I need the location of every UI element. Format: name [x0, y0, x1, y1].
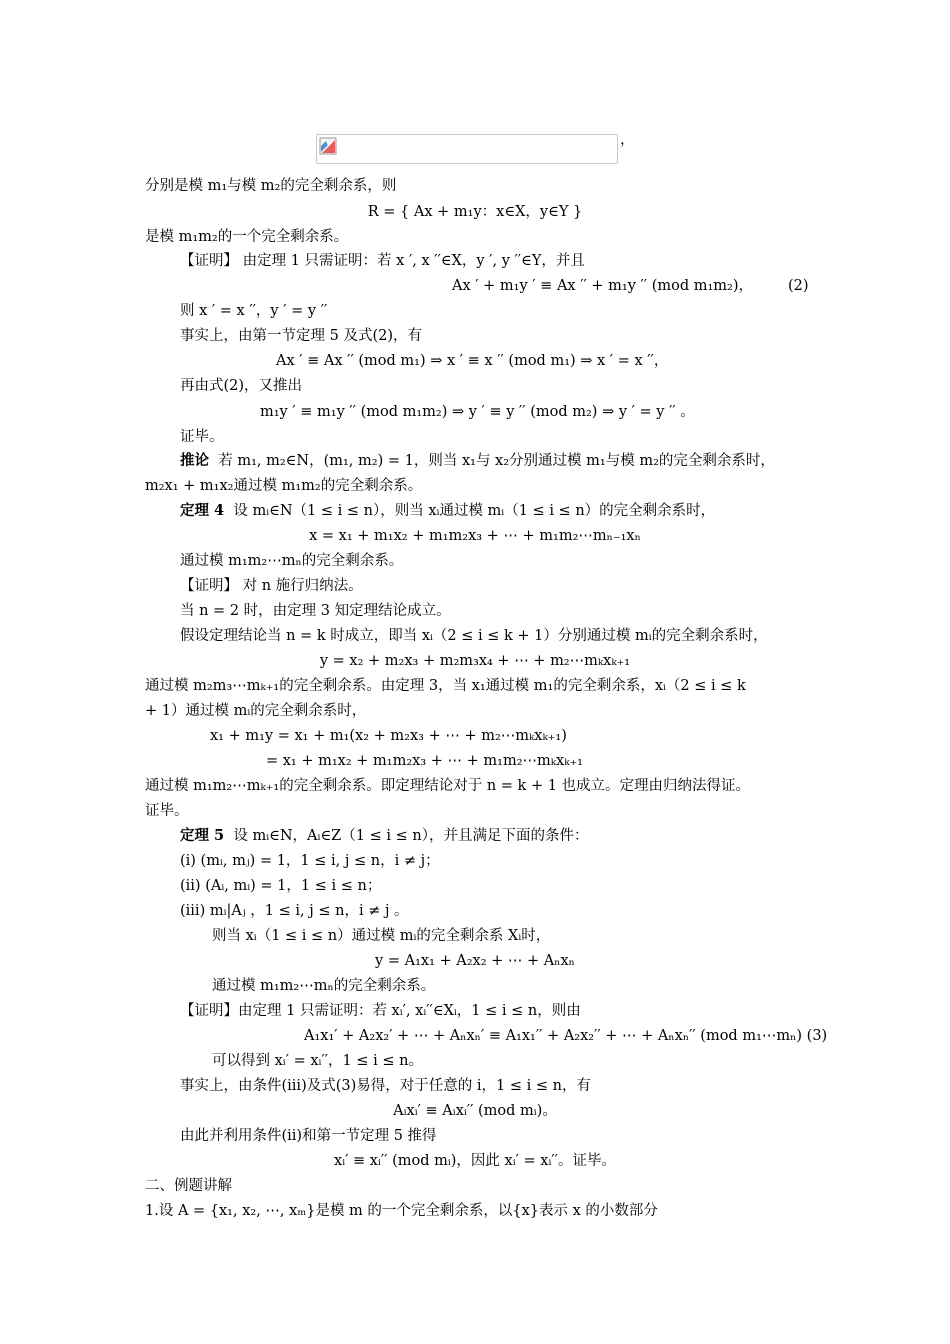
text-line: 再由式(2)，又推出: [180, 378, 303, 394]
formula-line: = x₁ + m₁x₂ + m₁m₂x₃ + ⋯ + m₁m₂⋯mₖxₖ₊₁: [266, 753, 583, 769]
text-line: 假设定理结论当 n = k 时成立，即当 xᵢ（2 ≤ i ≤ k + 1）分别通过模 mᵢ的完全剩余系时，: [180, 628, 768, 644]
formula-line: Ax ′ + m₁y ′ ≡ Ax ′′ + m₁y ′′ (mod m₁m₂)，: [452, 278, 754, 294]
text-line: 证毕。: [145, 803, 189, 819]
text-line: 通过模 m₁m₂⋯mₙ的完全剩余系。: [212, 978, 436, 994]
formula-line: m₁y ′ ≡ m₁y ′′ (mod m₁m₂) ⇒ y ′ ≡ y ′′ (mod m₂) ⇒ y ′ = y ′′ 。: [260, 404, 695, 420]
text-line: 【证明】 对 n 施行归纳法。: [180, 578, 363, 594]
text-line: 事实上，由第一节定理 5 及式(2)，有: [180, 328, 422, 344]
theorem-text: 设 mᵢ∈N，Aᵢ∈Z（1 ≤ i ≤ n），并且满足下面的条件：: [233, 828, 589, 844]
image-trailing-comma: ，: [620, 132, 635, 148]
text-line: 当 n = 2 时，由定理 3 知定理结论成立。: [180, 603, 451, 619]
corollary-line: [180, 451, 775, 471]
text-line: 分别是模 m₁与模 m₂的完全剩余系，则: [145, 178, 397, 194]
formula-line: Ax ′ ≡ Ax ′′ (mod m₁) ⇒ x ′ ≡ x ′′ (mod m₁) ⇒ x ′ = x ′′，: [276, 353, 669, 369]
text-line: 可以得到 xᵢ′ = xᵢ′′，1 ≤ i ≤ n。: [212, 1053, 423, 1069]
broken-image-placeholder: [316, 134, 618, 164]
formula-line: y = A₁x₁ + A₂x₂ + ⋯ + Aₙxₙ: [375, 953, 575, 969]
text-line: m₂x₁ + m₁x₂通过模 m₁m₂的完全剩余系。: [145, 478, 423, 494]
equation-number: (2): [788, 278, 809, 294]
formula-line: R = { Ax + m₁y：x∈X，y∈Y }: [367, 204, 583, 220]
condition-line: (iii) mᵢ|Aⱼ ，1 ≤ i, j ≤ n，i ≠ j 。: [180, 903, 409, 919]
theorem-line: [180, 826, 588, 846]
section-heading: 二、例题讲解: [145, 1178, 232, 1194]
text-line: + 1）通过模 mᵢ的完全剩余系时，: [145, 703, 367, 719]
text-line: 【证明】 由定理 1 只需证明：若 x ′, x ′′∈X，y ′, y ′′∈Y，并且: [180, 253, 585, 269]
formula-line: Aᵢxᵢ′ ≡ Aᵢxᵢ′′ (mod mᵢ)。: [393, 1103, 557, 1119]
corollary-heading: 推论: [180, 452, 209, 469]
formula-line: A₁x₁′ + A₂x₂′ + ⋯ + Aₙxₙ′ ≡ A₁x₁′′ + A₂x₂′′ + ⋯ + Aₙxₙ′′ (mod m₁⋯mₙ) (3): [304, 1028, 828, 1044]
formula-line: xᵢ′ ≡ xᵢ′′ (mod mᵢ)，因此 xᵢ′ = xᵢ′′。证毕。: [334, 1153, 616, 1169]
text-line: 通过模 m₁m₂⋯mₖ₊₁的完全剩余系。即定理结论对于 n = k + 1 也成立。定理由归纳法得证。: [145, 778, 751, 794]
text-line: 证毕。: [180, 429, 224, 445]
text-line: 则当 xᵢ（1 ≤ i ≤ n）通过模 mᵢ的完全剩余系 Xᵢ时，: [212, 928, 551, 944]
text-line: 是模 m₁m₂的一个完全剩余系。: [145, 229, 349, 245]
corollary-text: 若 m₁, m₂∈N，(m₁, m₂) = 1，则当 x₁与 x₂分别通过模 m₁与模 m₂的完全剩余系时，: [218, 453, 775, 469]
text-line: 1.设 A = {x₁, x₂, ⋯, xₘ}是模 m 的一个完全剩余系，以{x}表示 x 的小数部分: [145, 1203, 658, 1219]
theorem-text: 设 mᵢ∈N（1 ≤ i ≤ n），则当 xᵢ通过模 mᵢ（1 ≤ i ≤ n）的完全剩余系时，: [233, 503, 716, 519]
text-line: 则 x ′ = x ′′，y ′ = y ′′: [180, 303, 328, 319]
text-line: 事实上，由条件(iii)及式(3)易得，对于任意的 i，1 ≤ i ≤ n，有: [180, 1078, 591, 1094]
text-line: 由此并利用条件(ⅱ)和第一节定理 5 推得: [180, 1128, 437, 1144]
theorem-heading: 定理 4: [180, 502, 225, 519]
text-line: 通过模 m₁m₂⋯mₙ的完全剩余系。: [180, 553, 404, 569]
formula-line: x = x₁ + m₁x₂ + m₁m₂x₃ + ⋯ + m₁m₂⋯mₙ₋₁xₙ: [309, 528, 641, 544]
broken-image-icon: [319, 137, 337, 155]
condition-line: (ⅰ) (mᵢ, mⱼ) = 1，1 ≤ i, j ≤ n，i ≠ j；: [180, 853, 440, 869]
text-line: 【证明】由定理 1 只需证明：若 xᵢ′, xᵢ′′∈Xᵢ，1 ≤ i ≤ n，则由: [180, 1003, 581, 1019]
formula-line: x₁ + m₁y = x₁ + m₁(x₂ + m₂x₃ + ⋯ + m₂⋯mₖxₖ₊₁): [210, 728, 567, 744]
condition-line: (ⅱ) (Aᵢ, mᵢ) = 1，1 ≤ i ≤ n；: [180, 878, 382, 894]
text-line: 通过模 m₂m₃⋯mₖ₊₁的完全剩余系。由定理 3，当 x₁通过模 m₁的完全剩余系，xᵢ（2 ≤ i ≤ k: [145, 678, 746, 694]
theorem-heading: 定理 5: [180, 827, 225, 844]
formula-line: y = x₂ + m₂x₃ + m₂m₃x₄ + ⋯ + m₂⋯mₖxₖ₊₁: [319, 653, 631, 669]
theorem-line: [180, 501, 715, 521]
